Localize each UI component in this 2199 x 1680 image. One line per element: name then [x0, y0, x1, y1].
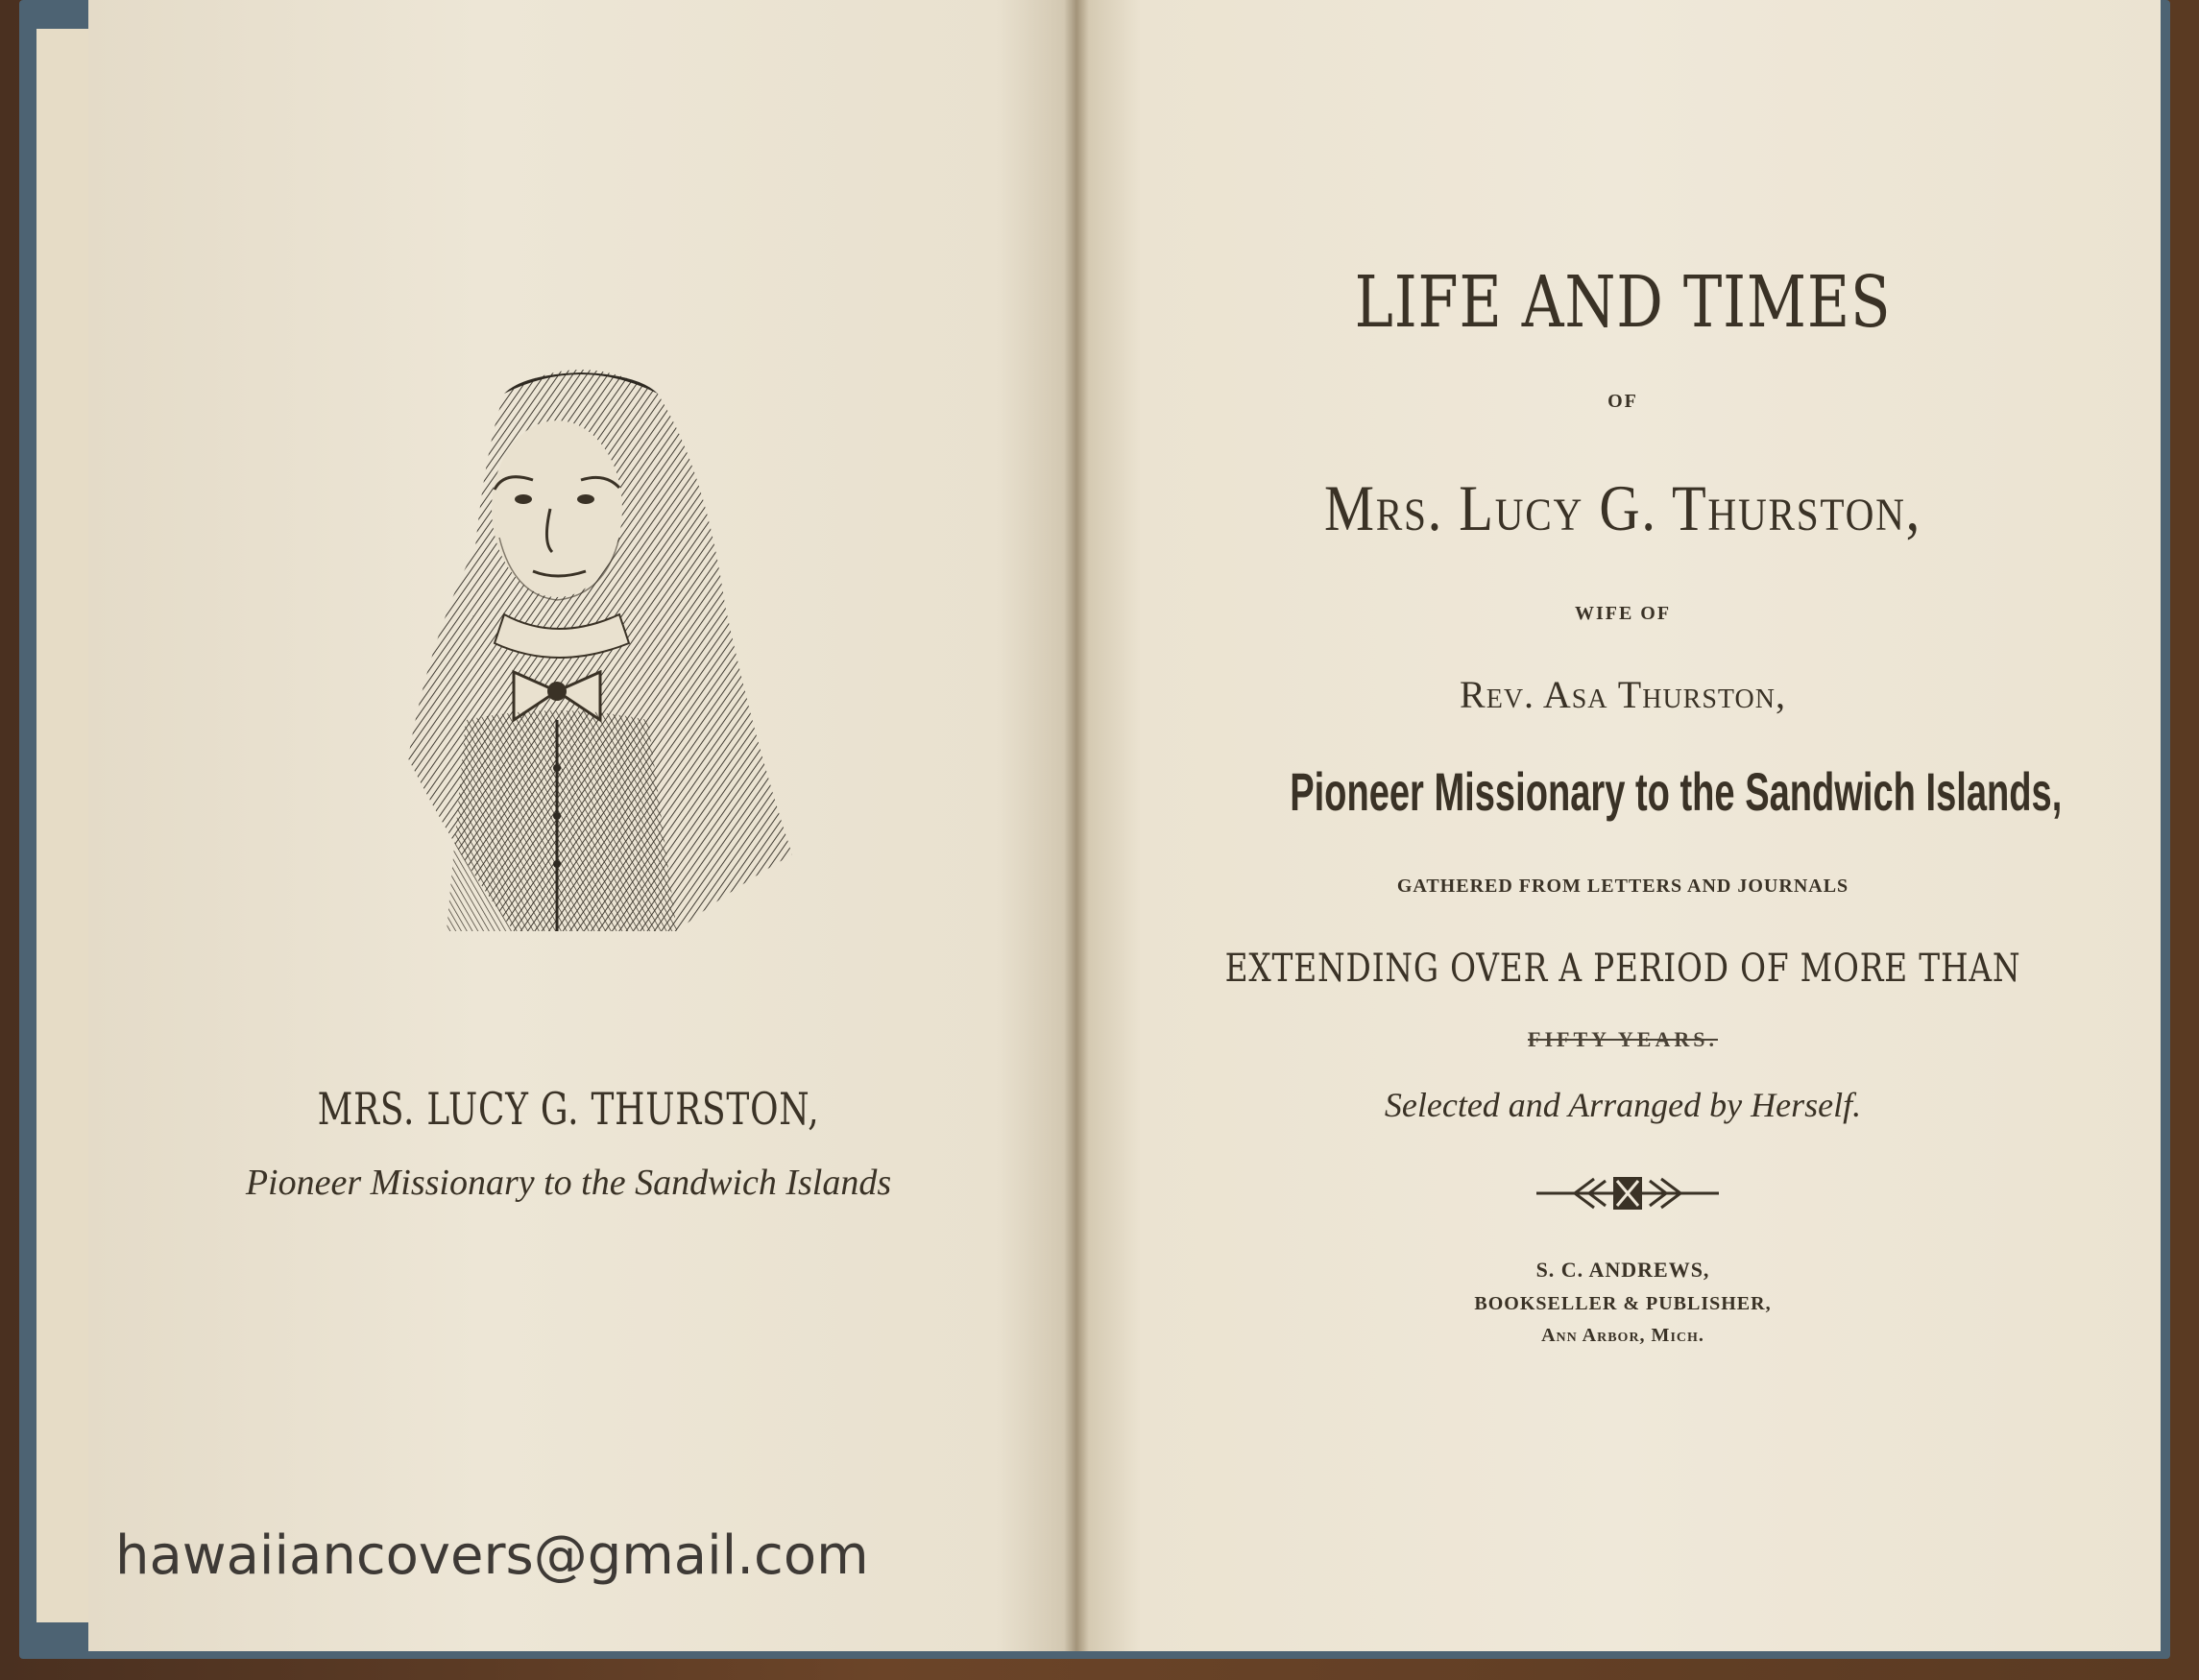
- husband-name: Rev. Asa Thurston,: [1460, 673, 1786, 716]
- portrait-caption-name: MRS. LUCY G. THURSTON,: [317, 1083, 820, 1135]
- engraved-portrait-icon: [389, 355, 811, 941]
- book-title: LIFE AND TIMES: [1354, 261, 1892, 344]
- extending-line: EXTENDING OVER A PERIOD OF MORE THAN: [1224, 947, 2021, 991]
- selected-line: Selected and Arranged by Herself.: [1384, 1086, 1862, 1124]
- book-gutter: [1064, 0, 1089, 1651]
- arrow-ornament-icon: [1536, 1169, 1719, 1217]
- watermark-email: hawaiiancovers@gmail.com: [115, 1524, 869, 1587]
- right-page: [1075, 0, 2161, 1651]
- fifty-years-line: FIFTY YEARS.: [1528, 1027, 1718, 1051]
- publisher-role: BOOKSELLER & PUBLISHER,: [1474, 1293, 1772, 1314]
- wife-of-label: WIFE OF: [1574, 603, 1672, 624]
- role-line: Pioneer Missionary to the Sandwich Islands,: [1290, 761, 2063, 822]
- publisher-name: S. C. ANDREWS,: [1535, 1258, 1710, 1282]
- subject-name: Mrs. Lucy G. Thurston,: [1323, 471, 1922, 544]
- publisher-address: Ann Arbor, Mich.: [1541, 1325, 1704, 1346]
- portrait-caption-subtitle: Pioneer Missionary to the Sandwich Islands: [245, 1163, 892, 1203]
- gathered-line: GATHERED FROM LETTERS AND JOURNALS: [1396, 876, 1849, 897]
- title-of: OF: [1607, 391, 1638, 412]
